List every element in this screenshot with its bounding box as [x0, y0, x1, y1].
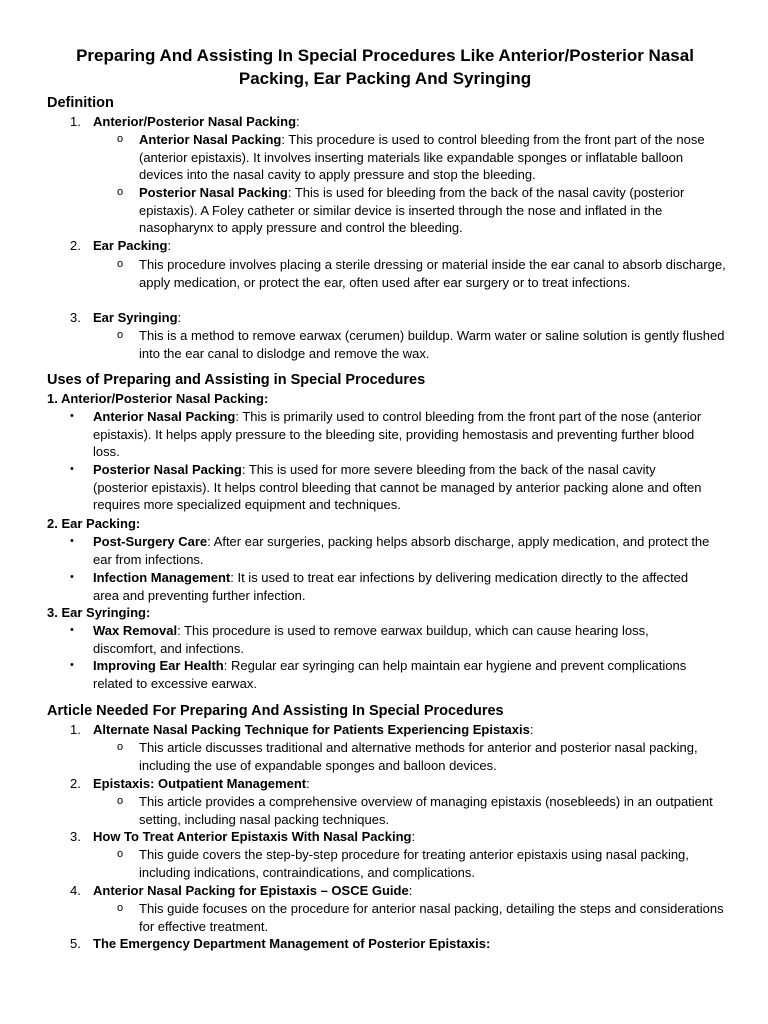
item-label: Ear Packing — [93, 238, 168, 253]
articles-heading: Article Needed For Preparing And Assisting In Special Procedures — [47, 703, 504, 719]
page-title: Preparing And Assisting In Special Procedures Like Anterior/Posterior Nasal Packing, Ear Packing And Syringing — [76, 46, 694, 88]
uses-group-label: 1. Anterior/Posterior Nasal Packing: — [47, 391, 269, 406]
item-number: 2. — [70, 776, 81, 791]
circle-bullet-icon: o — [117, 795, 124, 807]
item-number: 3. — [70, 829, 81, 844]
definition-heading: Definition — [47, 95, 114, 111]
article-title: Alternate Nasal Packing Technique for Patients Experiencing Epistaxis — [93, 722, 530, 737]
uses-group-label: 2. Ear Packing: — [47, 516, 141, 531]
circle-bullet-icon: o — [117, 258, 124, 270]
uses-heading: Uses of Preparing and Assisting in Special Procedures — [47, 372, 426, 388]
circle-bullet-icon: o — [117, 902, 124, 914]
article-title: Anterior Nasal Packing for Epistaxis – OSCE Guide — [93, 883, 409, 898]
circle-bullet-icon: o — [117, 741, 124, 753]
circle-bullet-icon: o — [117, 329, 124, 341]
circle-bullet-icon: o — [117, 133, 124, 145]
bullet-icon: • — [70, 571, 74, 583]
document-page: Preparing And Assisting In Special Procedures Like Anterior/Posterior Nasal Packing, Ear Packing And Syringing Definition 1. Anterior/Posterior Nasal Packing: o Anterior Nasal Packing: This procedure is used to control bleeding from the front part of the nose (anterior epistaxis). It involves inserting materials like expandable sponges or inflatable balloon devices into the nasal cavity to apply pressure and stop the bleeding. o Posterior Nasal Packing: This is used for bleeding from the back of the nasal cavity (posterior epistaxis). A Foley catheter or similar device is inserted through the nose and inflated in the nasopharynx to apply pressure and control the bleeding. 2. Ear Packing: o This procedure involves placing a sterile dressing or material inside the ear canal to absorb discharge, apply medication, or protect the ear, often used after ear surgery or to treat infections. 3. Ear Syringing: o This is a method to remove earwax (cerumen) buildup. Warm water or saline solution is gently flushed into the ear canal to dislodge and remove the wax. Uses of Preparing and Assisting in Special Procedures 1. Anterior/Posterior Nasal Packing: • Anterior Nasal Packing: This is primarily used to control bleeding from the front part of the nose (anterior epistaxis). It helps apply pressure to the bleeding site, providing hemostasis and preventing further blood loss. • Posterior Nasal Packing: This is used for more severe bleeding from the back of the nasal cavity (posterior epistaxis). It helps control bleeding that cannot be managed by anterior packing alone and often requires more specialized equipment and techniques. 2. Ear Packing: • Post-Surgery Care: After ear surgeries, packing helps absorb discharge, apply medication, and protect the ear from infections. • Infection Management: It is used to treat ear infections by delivering medication directly to the affected area and preventing further infection. 3. Ear Syringing: • Wax Removal: This procedure is used to remove earwax buildup, which can cause hearing loss, discomfort, and infections. • Improving Ear Health: Regular ear syringing can help maintain ear hygiene and prevent complications related to excessive earwax. Article Needed For Preparing And Assisting In Special Procedures 1. Alternate Nasal Packing Technique for Patients Experiencing Epistaxis: o This article discusses traditional and alternative methods for anterior and posterior nasal packing, including the use of expandable sponges and balloon devices. 2. Epistaxis: Outpatient Management: o This article provides a comprehensive overview of managing epistaxis (nosebleeds) in an outpatient setting, including nasal packing techniques. 3. How To Treat Anterior Epistaxis With Nasal Packing: o This guide covers the step-by-step procedure for treating anterior epistaxis using nasal packing, including indications, contraindications, and complications. 4. Anterior Nasal Packing for Epistaxis – OSCE Guide: o This guide focuses on the procedure for anterior nasal packing, detailing the steps and considerations for effective treatment. 5. The Emergency Department Management of Posterior Epistaxis: — [0, 0, 768, 1024]
item-number: 1. — [70, 114, 81, 129]
item-label: Ear Syringing — [93, 310, 178, 325]
item-number: 3. — [70, 310, 81, 325]
bullet-icon: • — [70, 410, 74, 422]
article-title: How To Treat Anterior Epistaxis With Nasal Packing — [93, 829, 412, 844]
item-number: 2. — [70, 238, 81, 253]
item-number: 1. — [70, 722, 81, 737]
bullet-icon: • — [70, 535, 74, 547]
circle-bullet-icon: o — [117, 186, 124, 198]
item-number: 4. — [70, 883, 81, 898]
item-label: Anterior/Posterior Nasal Packing — [93, 114, 297, 129]
bullet-icon: • — [70, 659, 74, 671]
article-title: Epistaxis: Outpatient Management — [93, 776, 307, 791]
bullet-icon: • — [70, 624, 74, 636]
item-number: 5. — [70, 936, 81, 951]
uses-group-label: 3. Ear Syringing: — [47, 605, 151, 620]
circle-bullet-icon: o — [117, 848, 124, 860]
article-title: The Emergency Department Management of Posterior Epistaxis — [93, 936, 486, 951]
bullet-icon: • — [70, 463, 74, 475]
